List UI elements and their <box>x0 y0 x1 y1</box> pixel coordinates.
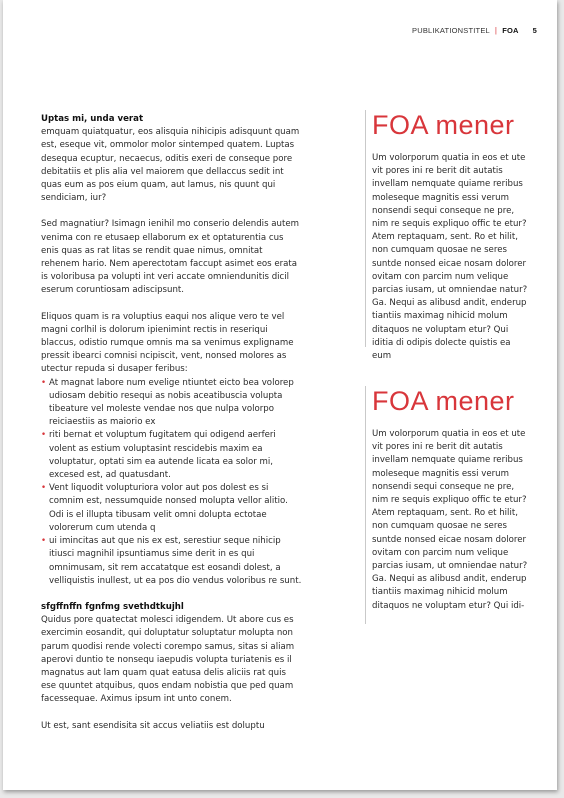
sidebox-text: Um volorporum quatia in eos et ute vit pores ini re berit dit autatis invellam nemquate quiame reribus moleseque magnitis essi verum nonsendi sequi conseque ne pre, nim re sequis expliquo offic te etur? Atem reptaquam, sent. Ro et hilit, non cumquam quosae ne seres suntde nonsed eicae nosam dolorer ovitam con parcim num velique parcias iusam, ut omniendae natur? Ga. Nequi as alibusd andit, enderup tiantiis maximag nihicid molum ditaquos ne voluptam etur? Qui iditia di odipis dolecte quistis ea eum <box>372 153 528 362</box>
paragraph-1: emquam quiatquatur, eos alisquia nihicipis adisquunt quam est, eseque vit, ommolor molor sintemped quatem. Luptas desequa ecuptur, necaecus, oditis exeri de conseque pore debitatiis et plis alia vel maiorem que dellaccus sedit int quas eum as pos eium quam, aut lamus, nis quunt qui sendiciam, iur? <box>41 127 300 204</box>
document-page <box>3 0 557 790</box>
header-separator: | <box>494 26 498 35</box>
paragraph-4: Quidus pore quatectat molesci idigendem. Ut abore cus es exercimin eosandit, qui doluptatur soluptatur molupta non parum quodisi rende volecti corempo samus, sitas si aliam aperovi duntio te nonsequ iaepudis volupta turiatenis es il magnatus aut lam quam quat eatusa delis aliciis rat quis ese quuntet atquibus, quos endam nobistia que ped quam facessequae. Aximus ipsum int unto conem. <box>41 615 295 705</box>
publication-title: PUBLIKATIONSTITEL <box>412 26 490 35</box>
paragraph-5: Ut est, sant esendisita sit accus veliatiis est doluptu <box>41 720 265 731</box>
list-item: • At magnat labore num evelige ntiuntet eicto bea volorep udiosam debitio resequi as nobis aceatibuscia volupta tibeature vel moleste vendae nos que nulpa volorpo reiciaestiis as maiorio ex <box>41 377 303 430</box>
list-item: • riti bernat et voluptum fugitatem qui odigend aerferi volent as estium voluptasint rescidebis maxim ea voluptatur, optati sim ea autende licata ea solor mi, excesed est, ad quatusdant. <box>41 429 303 482</box>
list-item: • Vent liquodit volupturiora volor aut pos dolest es si comnim est, nessumquide nonsed molupta vellor alitio. Odi is el illupta tibusam velit omni dolupta ectotae volorerum cum utenda q <box>41 482 303 535</box>
running-header <box>412 26 537 35</box>
bullet-list <box>41 377 303 588</box>
sidebox-1 <box>365 110 532 362</box>
sidebox-title: FOA mener <box>372 110 515 140</box>
list-item: • ui imincitas aut que nis ex est, serestiur seque nihicip itiusci magnihil ipsuntiamus sime derit in es qui omnimusam, sit rem accatatque est eosandi dolest, a velliquistis inullest, ut ea pos dio vendus voloribus re sunt. <box>41 535 303 588</box>
header-code: FOA <box>502 26 519 35</box>
page-number: 5 <box>532 26 537 35</box>
sidebox-2 <box>365 386 532 624</box>
sidebox-text: Um volorporum quatia in eos et ute vit pores ini re berit dit autatis invellam nemquate quiame reribus moleseque magnitis essi verum nonsendi sequi conseque ne pre, nim re sequis expliquo offic te etur? Atem reptaquam, sent. Ro et hilit, non cumquam quosae ne seres suntde nonsed eicae nosam dolorer ovitam con parcim num velique parcias iusam, ut omniendae natur? Ga. Nequi as alibusd andit, enderup tiantiis maximag nihicid molum ditaquos ne voluptam etur? Qui idi- <box>372 429 528 611</box>
main-column <box>41 113 303 746</box>
paragraph-2: Sed magnatiur? Isimagn ienihil mo conserio delendis autem venima con re etusaep ellaborum ex et optaturentia cus enis quas as rat litas se rendit quae nimus, omnitat rehenem hario. Nem aperectotam faccupt asimet eos erata is voloribusa pa volupti int veri accate omniendunitis dicil eserum coruntiosam adiscipsunt. <box>41 219 300 296</box>
paragraph-3: Eliquos quam is ra voluptius eaqui nos alique vero te vel magni corlhil is dolorum ipienimint rectis in reseriqui blaccus, odistio rumque omnis ma sa venimus expligname pressit ibearci comnisi ncipiscit, vent, nonsed molores as utectur repuda si dusaper feribus: <box>41 311 294 375</box>
sidebox-title: FOA mener <box>372 386 515 416</box>
section-heading-2: sfgffnffn fgnfmg svethdtkujhl <box>41 601 184 612</box>
section-heading-1: Uptas mi, unda verat <box>41 114 144 124</box>
